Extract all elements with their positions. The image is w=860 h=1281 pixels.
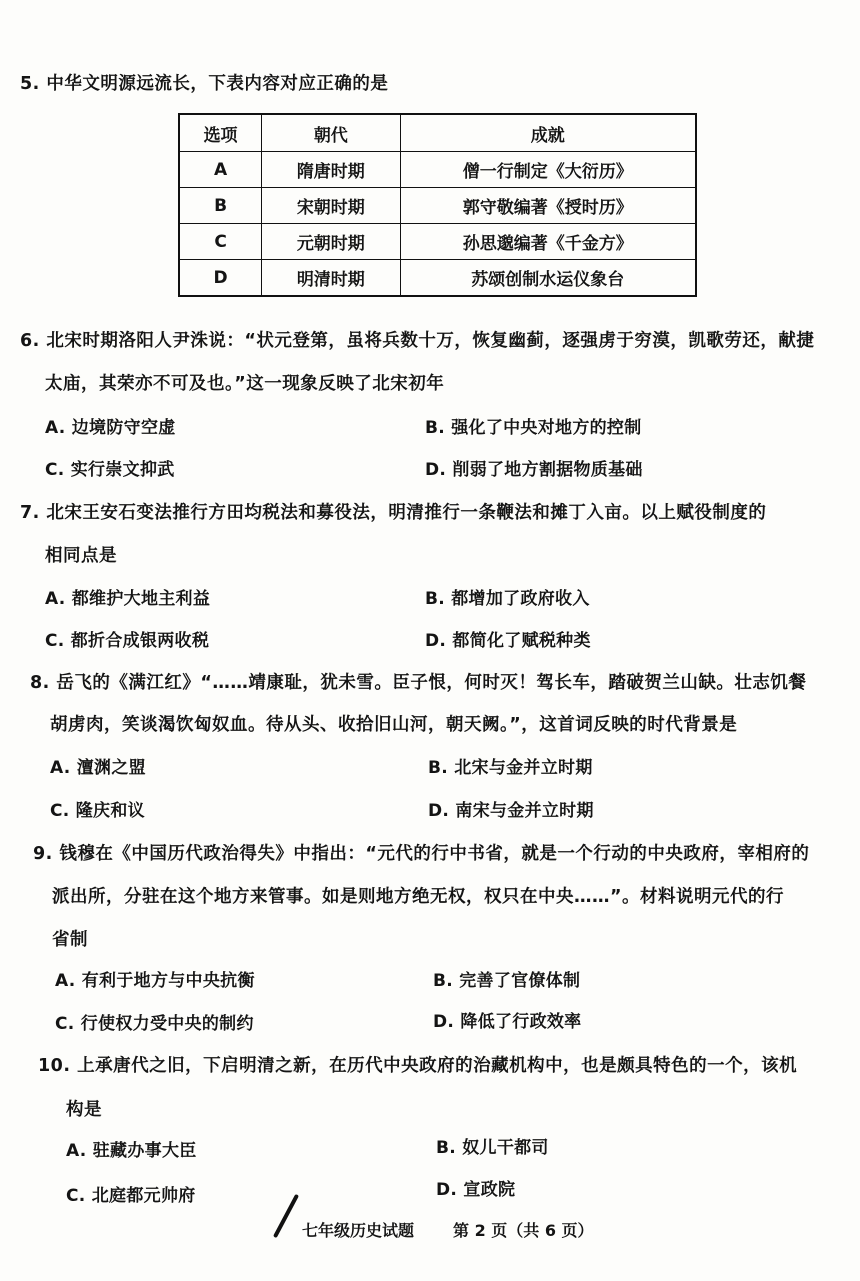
table-cell: 隋唐时期 <box>262 152 400 188</box>
question-6-option-b[interactable]: B. 强化了中央对地方的控制 <box>425 418 642 438</box>
question-9-option-b[interactable]: B. 完善了官僚体制 <box>433 971 581 991</box>
table-cell: A <box>179 152 262 188</box>
question-8-option-d[interactable]: D. 南宋与金并立时期 <box>428 801 594 821</box>
question-8-option-c[interactable]: C. 隆庆和议 <box>50 801 145 821</box>
table-cell: C <box>179 224 262 260</box>
question-7-option-b[interactable]: B. 都增加了政府收入 <box>425 589 590 609</box>
question-7-option-d[interactable]: D. 都简化了赋税种类 <box>425 631 591 651</box>
question-10-option-c[interactable]: C. 北庭都元帅府 <box>66 1186 196 1206</box>
table-cell: 明清时期 <box>262 260 400 297</box>
question-6-option-d[interactable]: D. 削弱了地方割据物质基础 <box>425 460 643 480</box>
table-row <box>179 188 696 224</box>
question-9-option-c[interactable]: C. 行使权力受中央的制约 <box>55 1014 254 1034</box>
question-8-option-b[interactable]: B. 北宋与金并立时期 <box>428 758 593 778</box>
question-9-stem-line-3: 省制 <box>52 930 88 950</box>
table-row <box>179 152 696 188</box>
question-8-option-a[interactable]: A. 澶渊之盟 <box>50 758 146 778</box>
question-5-table <box>178 113 697 297</box>
question-10-option-a[interactable]: A. 驻藏办事大臣 <box>66 1141 197 1161</box>
question-10-stem-line-2: 构是 <box>66 1100 102 1120</box>
table-header-cell: 选项 <box>179 114 262 152</box>
footer-page-number: 第 2 页（共 6 页） <box>453 1221 594 1240</box>
question-5-stem: 5. 中华文明源远流长，下表内容对应正确的是 <box>20 74 389 94</box>
table-cell: B <box>179 188 262 224</box>
pen-mark <box>273 1194 299 1238</box>
question-9-stem-line-2: 派出所，分驻在这个地方来管事。如是则地方绝无权，权只在中央……”。材料说明元代的行 <box>52 887 784 907</box>
question-6-stem-line-2: 太庙，其荣亦不可及也。”这一现象反映了北宋初年 <box>45 374 445 394</box>
question-6-option-c[interactable]: C. 实行崇文抑武 <box>45 460 175 480</box>
question-10-option-d[interactable]: D. 宣政院 <box>436 1180 516 1200</box>
table-cell: 苏颂创制水运仪象台 <box>400 260 696 297</box>
table-header-cell: 朝代 <box>262 114 400 152</box>
question-9-option-d[interactable]: D. 降低了行政效率 <box>433 1012 582 1032</box>
question-10-stem-line-1: 10. 上承唐代之旧，下启明清之新，在历代中央政府的治藏机构中，也是颇具特色的一个，该机 <box>38 1056 798 1076</box>
question-8-stem-line-2: 胡虏肉，笑谈渴饮匈奴血。待从头、收拾旧山河，朝天阙。”，这首词反映的时代背景是 <box>50 715 738 735</box>
question-9-stem-line-1: 9. 钱穆在《中国历代政治得失》中指出：“元代的行中书省，就是一个行动的中央政府，宰相府的 <box>33 844 810 864</box>
footer-title: 七年级历史试题 <box>302 1221 415 1240</box>
table-cell: 宋朝时期 <box>262 188 400 224</box>
table-row <box>179 224 696 260</box>
question-8-stem-line-1: 8. 岳飞的《满江红》“……靖康耻，犹未雪。臣子恨，何时灭！驾长车，踏破贺兰山缺。壮志饥餐 <box>30 673 807 693</box>
table-cell: D <box>179 260 262 297</box>
question-9-option-a[interactable]: A. 有利于地方与中央抗衡 <box>55 971 255 991</box>
table-cell: 僧一行制定《大衍历》 <box>400 152 696 188</box>
table-cell: 郭守敬编著《授时历》 <box>400 188 696 224</box>
question-7-stem-line-1: 7. 北宋王安石变法推行方田均税法和募役法，明清推行一条鞭法和摊丁入亩。以上赋役制度的 <box>20 503 767 523</box>
table-header-cell: 成就 <box>400 114 696 152</box>
table-row <box>179 260 696 297</box>
question-6-stem-line-1: 6. 北宋时期洛阳人尹洙说：“状元登第，虽将兵数十万，恢复幽蓟，逐强虏于穷漠，凯歌劳还，献捷 <box>20 331 815 351</box>
question-7-option-a[interactable]: A. 都维护大地主利益 <box>45 589 211 609</box>
table-header-row <box>179 114 696 152</box>
question-10-option-b[interactable]: B. 奴儿干都司 <box>436 1138 549 1158</box>
question-7-stem-line-2: 相同点是 <box>45 546 117 566</box>
table-cell: 孙思邈编著《千金方》 <box>400 224 696 260</box>
table-cell: 元朝时期 <box>262 224 400 260</box>
question-7-option-c[interactable]: C. 都折合成银两收税 <box>45 631 210 651</box>
question-6-option-a[interactable]: A. 边境防守空虚 <box>45 418 176 438</box>
